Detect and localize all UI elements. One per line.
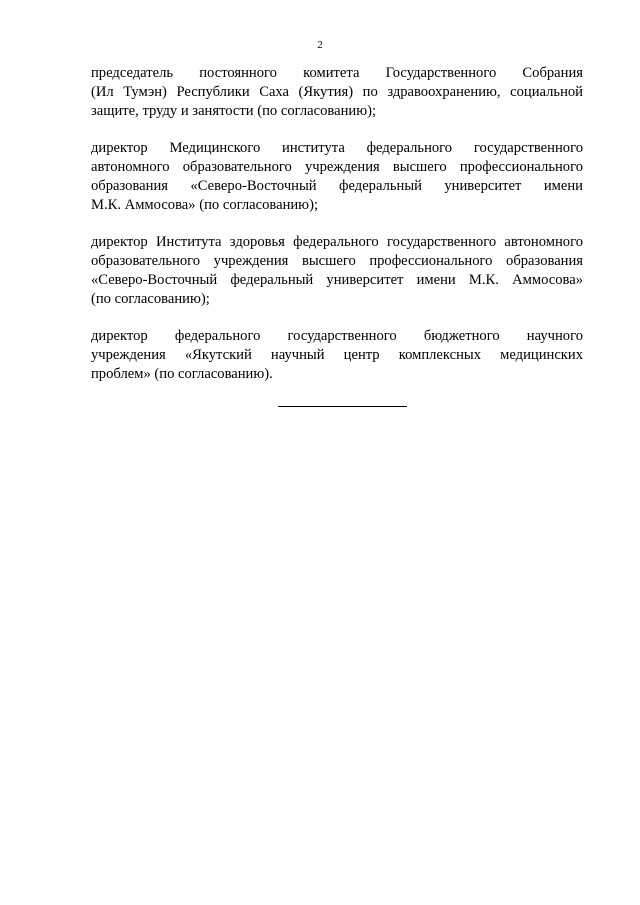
text-line: «Северо-Восточный федеральный университет имени М.К. Аммосова» <box>91 272 583 288</box>
text-line: председатель постоянного комитета Государственного Собрания <box>91 65 583 81</box>
text-line: проблем» (по согласованию). <box>91 366 273 382</box>
document-body <box>91 64 583 402</box>
page-number: 2 <box>317 39 323 51</box>
paragraph-medical-institute-director <box>91 139 583 215</box>
text-line: учреждения «Якутский научный центр комплексных медицинских <box>91 347 583 363</box>
text-line: М.К. Аммосова» (по согласованию); <box>91 197 319 213</box>
paragraph-committee-chairman <box>91 64 583 121</box>
text-line: защите, труду и занятости (по согласованию); <box>91 103 377 119</box>
text-line: образования «Северо-Восточный федеральный университет имени <box>91 178 583 194</box>
paragraph-research-center-director <box>91 327 583 384</box>
text-line: образовательного учреждения высшего профессионального образования <box>91 253 583 269</box>
text-line: директор Медицинского института федерального государственного <box>91 140 583 156</box>
paragraph-health-institute-director <box>91 233 583 309</box>
text-line: автономного образовательного учреждения высшего профессионального <box>91 159 583 175</box>
closing-separator-line <box>278 406 407 407</box>
text-line: директор Института здоровья федерального государственного автономного <box>91 234 583 250</box>
text-line: директор федерального государственного бюджетного научного <box>91 328 583 344</box>
text-line: (Ил Тумэн) Республики Саха (Якутия) по здравоохранению, социальной <box>91 84 583 100</box>
text-line: (по согласованию); <box>91 291 210 307</box>
